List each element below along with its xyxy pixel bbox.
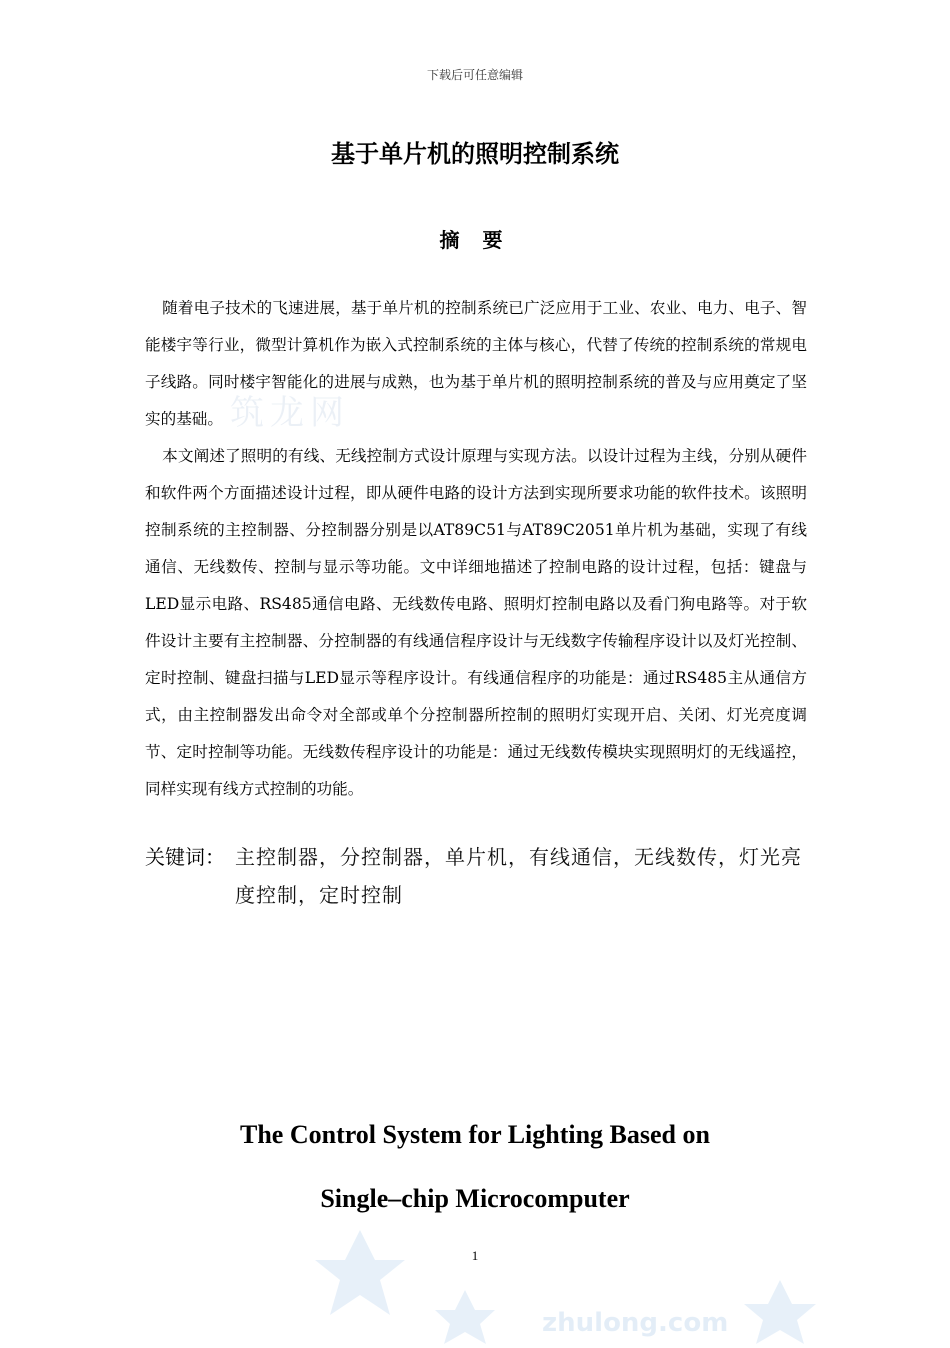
keywords	[145, 838, 807, 914]
english-title	[0, 1103, 950, 1231]
abstract-paragraph: 随着电子技术的飞速进展，基于单片机的控制系统已广泛应用于工业、农业、电力、电子、智能楼宇等行业，微型计算机作为嵌入式控制系统的主体与核心，代替了传统的控制系统的常规电子线路。同时楼宇智能化的进展与成熟，也为基于单片机的照明控制系统的普及与应用奠定了坚实的基础。	[145, 299, 807, 428]
page-number: 1	[471, 1248, 479, 1263]
keywords-text: 主控制器，分控制器，单片机，有线通信，无线数传，灯光亮度控制，定时控制	[235, 845, 802, 907]
abstract-heading: 摘 要	[439, 228, 511, 252]
header-note: 下载后可任意编辑	[426, 68, 523, 82]
english-title-line1: The Control System for Lighting Based on	[240, 1120, 710, 1149]
document-title: 基于单片机的照明控制系统	[331, 140, 619, 168]
abstract-body	[145, 290, 807, 808]
watermark-snowflake-icon	[280, 1220, 840, 1344]
watermark-mark: 筑龙网	[230, 393, 350, 433]
abstract-paragraph: 本文阐述了照明的有线、无线控制方式设计原理与实现方法。以设计过程为主线，分别从硬件和软件两个方面描述设计过程，即从硬件电路的设计方法到实现所要求功能的软件技术。该照明控制系统的主控制器、分控制器分别是以AT89C51与AT89C2051单片机为基础，实现了有线通信、无线数传、控制与显示等功能。文中详细地描述了控制电路的设计过程，包括：键盘与LED显示电路、RS485通信电路、无线数传电路、照明灯控制电路以及看门狗电路等。对于软件设计主要有主控制器、分控制器的有线通信程序设计与无线数字传输程序设计以及灯光控制、定时控制、键盘扫描与LED显示等程序设计。有线通信程序的功能是：通过RS485主从通信方式，由主控制器发出命令对全部或单个分控制器所控制的照明灯实现开启、关闭、灯光亮度调节、定时控制等功能。无线数传程序设计的功能是：通过无线数传模块实现照明灯的无线遥控，同样实现有线方式控制的功能。	[145, 447, 807, 798]
english-title-line2: Single–chip Microcomputer	[320, 1184, 630, 1213]
keywords-label: 关键词：	[145, 845, 225, 869]
watermark	[280, 1220, 840, 1344]
watermark-text: zhulong.com	[542, 1308, 729, 1338]
